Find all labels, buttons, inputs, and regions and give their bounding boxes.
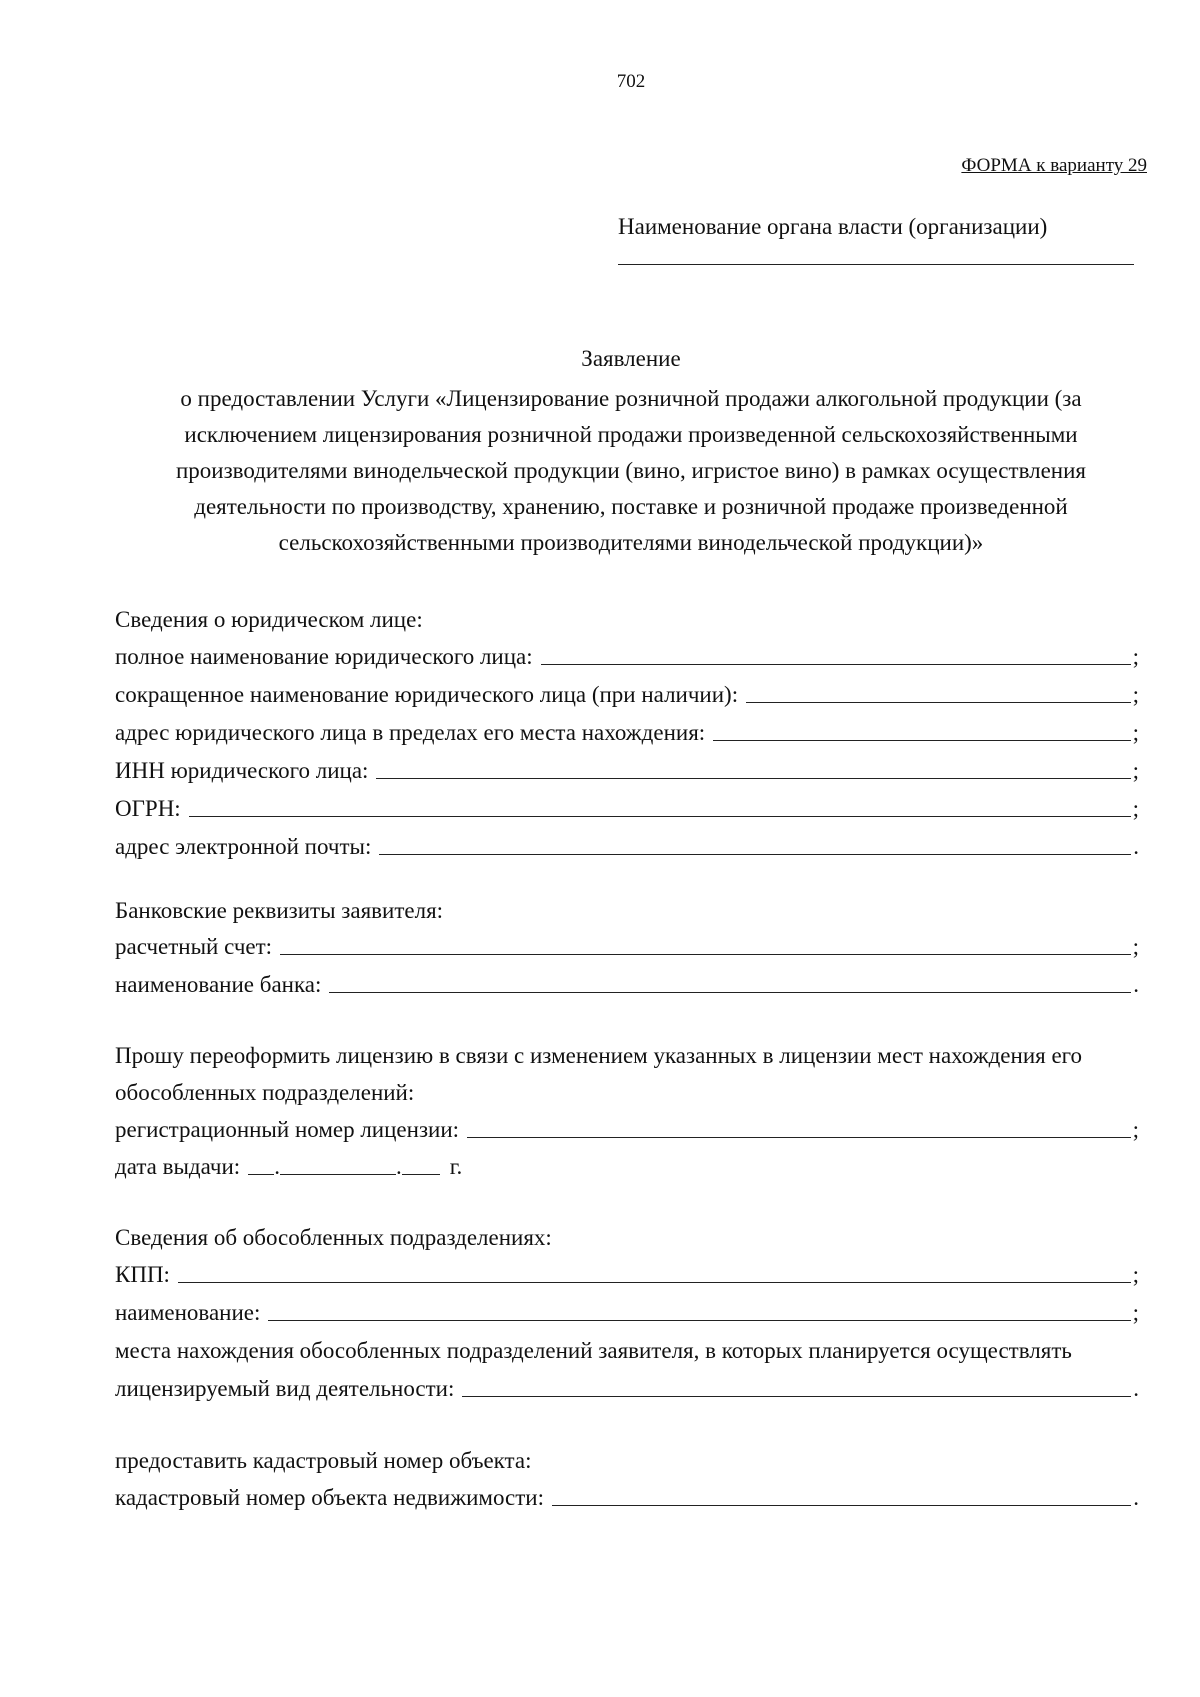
- field-label: лицензируемый вид деятельности:: [115, 1376, 455, 1401]
- authority-input-line[interactable]: [618, 264, 1134, 265]
- document-subtitle: [140, 381, 1122, 561]
- email-input[interactable]: [379, 854, 1131, 855]
- field-label: полное наименование юридического лица:: [115, 644, 533, 669]
- kpp-input[interactable]: [178, 1282, 1131, 1283]
- bank-name-input[interactable]: [329, 992, 1131, 993]
- field-label: КПП:: [115, 1262, 170, 1287]
- subtitle-line: исключением лицензирования розничной продажи произведенной сельскохозяйственными: [184, 422, 1078, 447]
- field-end: ;: [1132, 758, 1139, 783]
- account-input[interactable]: [280, 954, 1131, 955]
- address-input[interactable]: [713, 740, 1130, 741]
- issue-date-field: [115, 1150, 462, 1180]
- activity-locations-field: [115, 1372, 1139, 1402]
- legal-entity-heading: Сведения о юридическом лице:: [115, 607, 423, 632]
- cadastral-heading: предоставить кадастровый номер объекта:: [115, 1448, 532, 1473]
- field-end: ;: [1132, 644, 1139, 669]
- inn-input[interactable]: [376, 778, 1130, 779]
- ogrn-field: [115, 792, 1139, 822]
- bank-name-field: [115, 968, 1139, 998]
- license-number-input[interactable]: [467, 1137, 1131, 1138]
- subtitle-line: сельскохозяйственными производителями винодельческой продукции)»: [278, 530, 984, 555]
- issue-day-input[interactable]: [248, 1174, 274, 1175]
- field-end: .: [1133, 834, 1139, 859]
- field-label: сокращенное наименование юридического лица (при наличии):: [115, 682, 739, 707]
- field-label: расчетный счет:: [115, 934, 273, 959]
- field-label: адрес электронной почты:: [115, 834, 372, 859]
- field-end: ;: [1132, 1300, 1139, 1325]
- account-field: [115, 930, 1139, 960]
- field-label: ИНН юридического лица:: [115, 758, 369, 783]
- field-label: адрес юридического лица в пределах его места нахождения:: [115, 720, 706, 745]
- field-label: ОГРН:: [115, 796, 181, 821]
- short-name-input[interactable]: [746, 702, 1131, 703]
- kpp-field: [115, 1258, 1139, 1288]
- field-label: регистрационный номер лицензии:: [115, 1117, 460, 1142]
- issue-year-input[interactable]: [402, 1174, 440, 1175]
- field-end: .: [1133, 1485, 1139, 1510]
- field-end: ;: [1132, 934, 1139, 959]
- reissue-text-line2: обособленных подразделений:: [115, 1080, 415, 1105]
- activity-locations-input[interactable]: [462, 1396, 1131, 1397]
- field-end: .: [1133, 1376, 1139, 1401]
- subdivisions-heading: Сведения об обособленных подразделениях:: [115, 1225, 552, 1250]
- date-separator: .: [274, 1154, 280, 1179]
- year-suffix: г.: [449, 1154, 463, 1179]
- email-field: [115, 830, 1139, 860]
- field-label: кадастровый номер объекта недвижимости:: [115, 1485, 545, 1510]
- locations-text: места нахождения обособленных подразделений заявителя, в которых планируется осуществлять: [115, 1338, 1072, 1363]
- inn-field: [115, 754, 1139, 784]
- form-reference: ФОРМА к варианту 29: [961, 155, 1147, 176]
- full-name-field: [115, 640, 1139, 670]
- license-number-field: [115, 1113, 1139, 1143]
- document-title: Заявление: [581, 346, 681, 371]
- subdivision-name-field: [115, 1296, 1139, 1326]
- field-label: наименование:: [115, 1300, 261, 1325]
- field-end: .: [1133, 972, 1139, 997]
- cadastral-number-input[interactable]: [552, 1505, 1131, 1506]
- subtitle-line: производителями винодельческой продукции (вино, игристое вино) в рамках осуществления: [175, 458, 1087, 483]
- issue-month-input[interactable]: [280, 1174, 396, 1175]
- issue-date-label: дата выдачи:: [115, 1154, 241, 1179]
- page-number: 702: [616, 71, 646, 92]
- subtitle-line: о предоставлении Услуги «Лицензирование розничной продажи алкогольной продукции (за: [180, 386, 1082, 411]
- field-end: ;: [1132, 1262, 1139, 1287]
- field-end: ;: [1132, 682, 1139, 707]
- bank-heading: Банковские реквизиты заявителя:: [115, 898, 444, 923]
- full-name-input[interactable]: [541, 664, 1131, 665]
- field-end: ;: [1132, 720, 1139, 745]
- authority-label: Наименование органа власти (организации): [618, 214, 1048, 239]
- ogrn-input[interactable]: [189, 816, 1131, 817]
- field-end: ;: [1132, 1117, 1139, 1142]
- field-label: наименование банка:: [115, 972, 322, 997]
- short-name-field: [115, 678, 1139, 708]
- field-end: ;: [1132, 796, 1139, 821]
- date-separator: .: [395, 1154, 402, 1179]
- cadastral-number-field: [115, 1481, 1139, 1511]
- subdivision-name-input[interactable]: [268, 1320, 1130, 1321]
- subtitle-line: деятельности по производству, хранению, поставке и розничной продаже произведенной: [194, 494, 1068, 519]
- reissue-text-line1: Прошу переоформить лицензию в связи с изменением указанных в лицензии мест нахождения его: [115, 1043, 1083, 1068]
- address-field: [115, 716, 1139, 746]
